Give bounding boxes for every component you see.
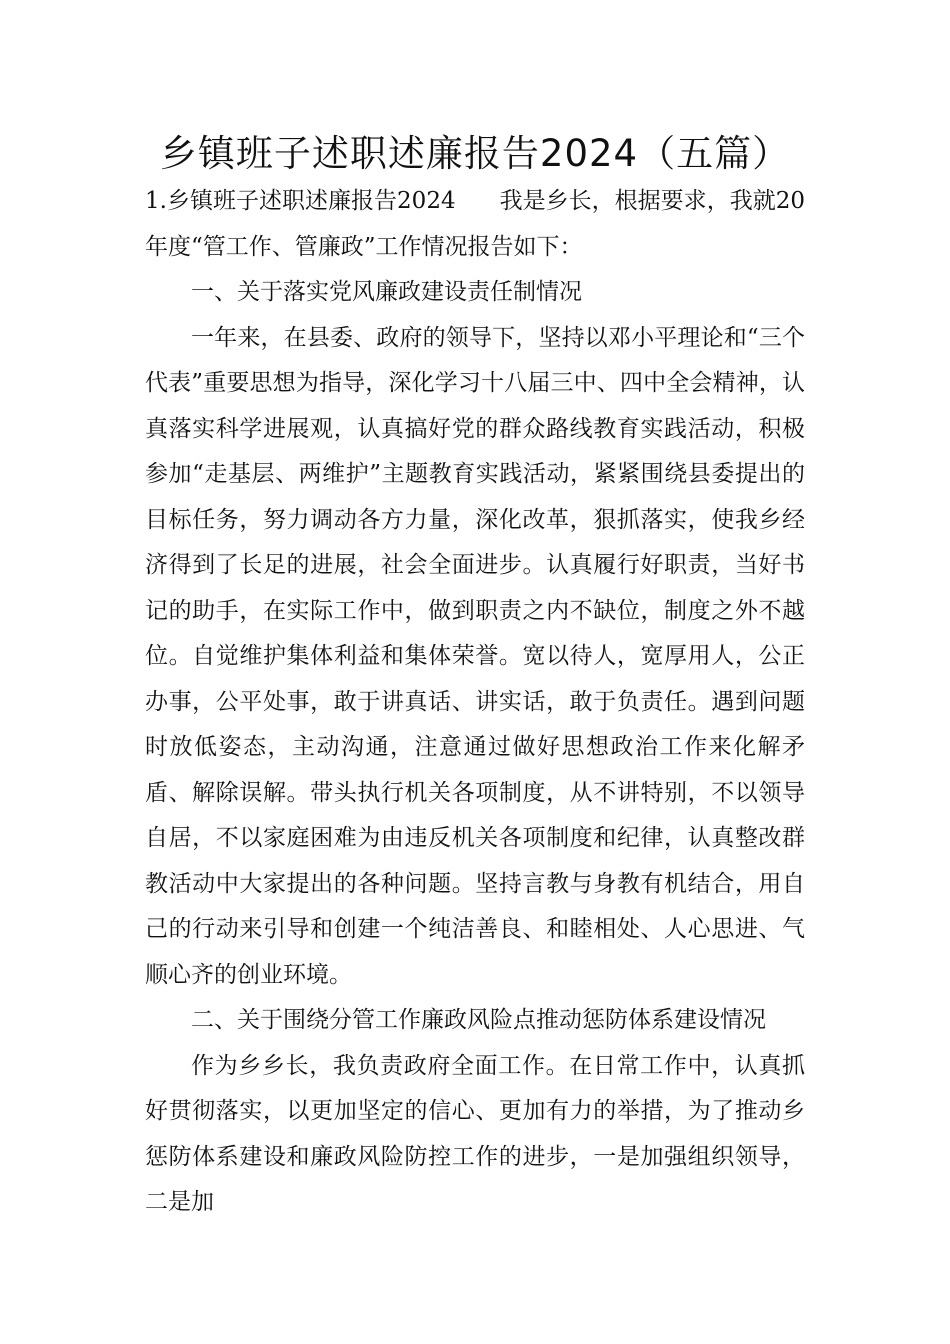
intro-text: 我是乡长，根据要求，我就20年度“管工作、管廉政”工作情况报告如下： [145,188,805,260]
body-paragraph-2: 作为乡乡长，我负责政府全面工作。在日常工作中，认真抓好贯彻落实，以更加坚定的信心、更加有力的举措，为了推动乡惩防体系建设和廉政风险防控工作的进步，一是加强组织领导，二是加 [145,1052,805,1215]
document-title: 乡镇班子述职述廉报告2024（五篇） [159,132,791,175]
item-title: 1.乡镇班子述职述廉报告2024 [145,188,456,214]
section-heading-1: 一、关于落实党风廉政建设责任制情况 [191,279,582,305]
body-paragraph-1: 一年来，在县委、政府的领导下，坚持以邓小平理论和“三个代表”重要思想为指导，深化学习十八届三中、四中全会精神，认真落实科学进展观，认真搞好党的群众路线教育实践活动，积极参加“走基层、两维护”主题教育实践活动，紧紧围绕县委提出的目标任务，努力调动各方力量，深化改革，狠抓落实，使我乡经济得到了长足的进展，社会全面进步。认真履行好职责，当好书记的助手，在实际工作中，做到职责之内不缺位，制度之外不越位。自觉维护集体利益和集体荣誉。宽以待人，宽厚用人，公正办事，公平处事，敢于讲真话、讲实话，敢于负责任。遇到问题时放低姿态，主动沟通，注意通过做好思想政治工作来化解矛盾、解除误解。带头执行机关各项制度，从不讲特别，不以领导自居，不以家庭困难为由违反机关各项制度和纪律，认真整改群教活动中大家提出的各种问题。坚持言教与身教有机结合，用自己的行动来引导和创建一个纯洁善良、和睦相处、人心思进、气顺心齐的创业环境。 [145,324,805,988]
item-heading-paragraph [145,179,805,270]
section-heading-2: 二、关于围绕分管工作廉政风险点推动惩防体系建设情况 [191,1007,766,1033]
document-body [145,179,805,1226]
